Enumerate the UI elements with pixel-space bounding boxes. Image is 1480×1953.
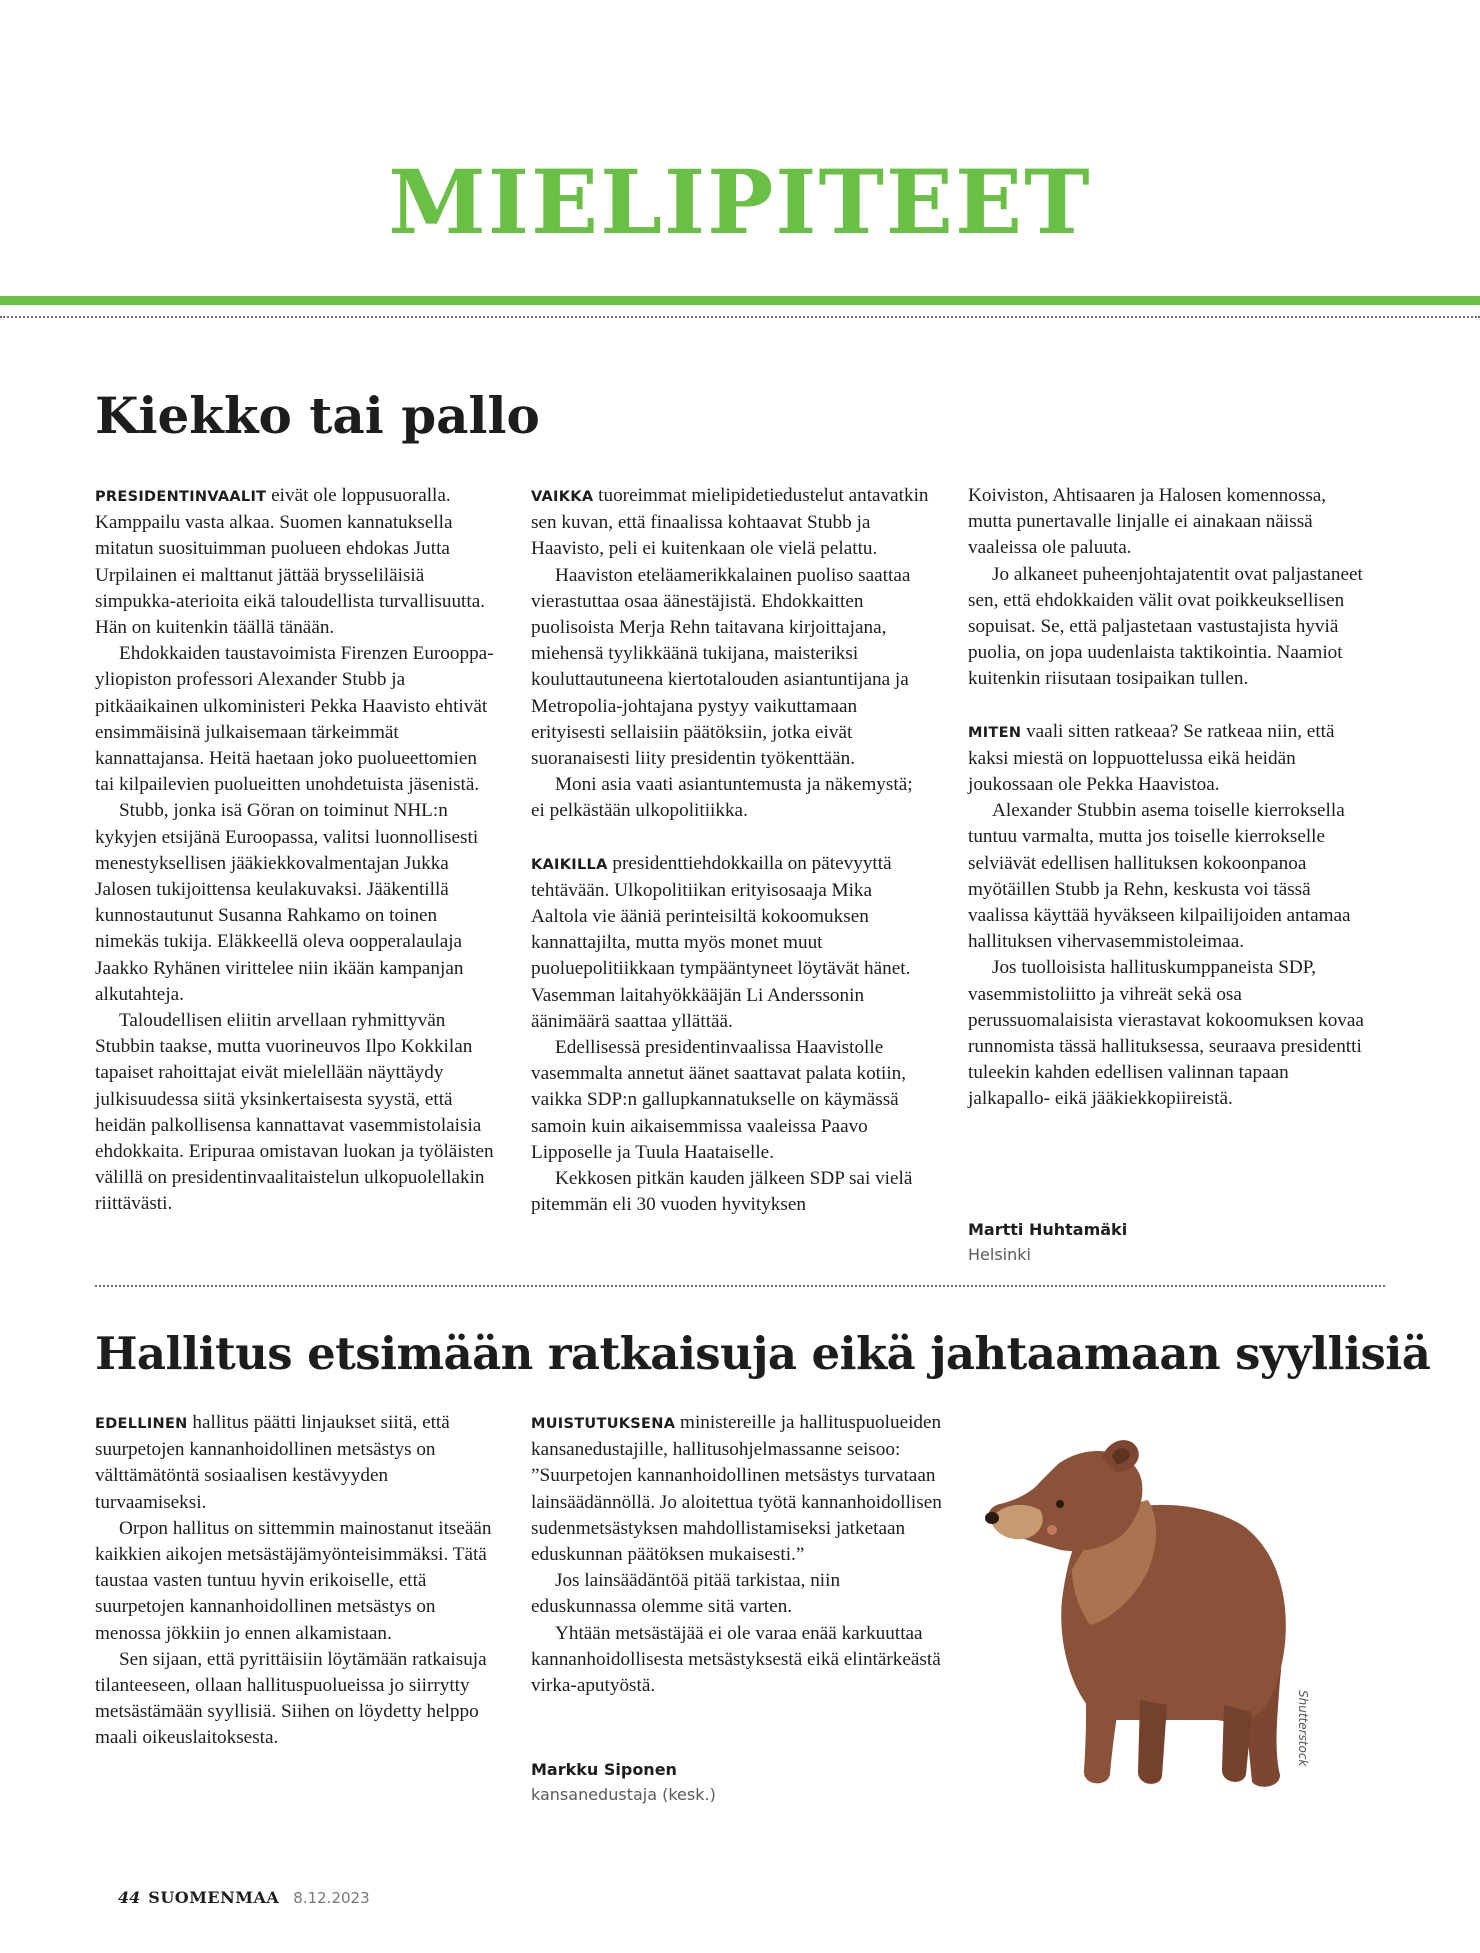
paragraph: Koiviston, Ahtisaaren ja Halosen komennossa, mutta punertavalle linjalle ei ainakaan näissä vaaleissa ole paluuta.: [968, 485, 1327, 559]
paragraph: Yhtään metsästäjää ei ole varaa enää karkuuttaa kannanhoidollisesta metsästyksestä eikä elintärkeästä virka-aputyöstä.: [531, 1622, 941, 1697]
paragraph: Orpon hallitus on sittemmin mainostanut itseään kaikkien aikojen metsästäjämyönteisimmäksi. Tätä taustaa vasten tuntuu hyvin erikoiselle, että suurpetojen kannanhoidollinen metsästys on menossa jökkiin jo ennen alkamistaan.: [95, 1517, 492, 1644]
paragraph: MUISTUTUKSENA ministereille ja hallituspuolueiden kansanedustajille, hallitusohjelmassanne seisoo: ”Suurpetojen kannanhoidollinen metsästys turvataan lainsäädännöllä. Jo aloitettua työtä kannanhoidollisen sudenmetsästyksen mahdollistamiseksi jatketaan eduskunnan päätöksen mukaisesti.”: [531, 1412, 942, 1566]
paragraph: EDELLINEN hallitus päätti linjaukset siitä, että suurpetojen kannanhoidollinen metsästys on välttämätöntä sosiaalisen kestävyyden turvaamiseksi.: [95, 1412, 450, 1513]
lead-in: MITEN: [968, 724, 1022, 741]
lead-in: KAIKILLA: [531, 856, 608, 873]
paragraph: KAIKILLA presidenttiehdokkailla on pätevyyttä tehtävään. Ulkopolitiikan erityisosaaja Mika Aaltola vie ääniä perinteisiltä kokoomuksen kannattajilta, mutta myös monet muut puoluepolitiikkaan tympääntyneet löytävät hänet. Vasemman laitahyökkääjän Li Anderssonin äänimäärä saattaa yllättää.: [531, 852, 911, 1032]
article2-column-2: [531, 1410, 946, 1699]
lead-in: MUISTUTUKSENA: [531, 1416, 676, 1432]
paragraph: Alexander Stubbin asema toiselle kierroksella tuntuu varmalta, mutta jos toiselle kierrokselle selviävät edellisen hallituksen kokoonpanoa myötäillen Stubb ja Rehn, keskusta voi tässä vaalissa käyttää hyväkseen kilpailijoiden antamaa hallituksen vihervasemmistoleimaa.: [968, 800, 1351, 953]
lead-in: EDELLINEN: [95, 1416, 188, 1432]
author-name: Markku Siponen: [531, 1760, 677, 1779]
paragraph: Ehdokkaiden taustavoimista Firenzen Eurooppa-yliopiston professori Alexander Stubb ja pitkäaikainen ulkoministeri Pekka Haavisto ehtivät ensimmäisinä julkaisemaan tärkeimmät kannattajansa. Heitä haetaan joko puolueettomien tai kilpailevien puolueitten unohdetuista jäsenistä.: [95, 643, 494, 796]
paragraph: MITEN vaali sitten ratkeaa? Se ratkeaa niin, että kaksi miestä on loppuottelussa eikä heidän joukossaan ole Pekka Haavistoa.: [968, 720, 1335, 796]
paragraph: Jos lainsäädäntöä pitää tarkistaa, niin eduskunnassa olemme sitä varten.: [531, 1570, 841, 1618]
article1-column-2: [531, 483, 931, 1218]
paragraph: Jo alkaneet puheenjohtajatentit ovat paljastaneet sen, että ehdokkaiden välit ovat poikkeuksellisen sopuisat. Se, että paljastetaan vastustajista hyviä puolia, on jopa uudenlaista taktikointia. Naamiot kuitenkin riisutaan tosipaikan tullen.: [968, 563, 1363, 690]
paragraph: Kekkosen pitkän kauden jälkeen SDP sai vielä pitemmän eli 30 vuoden hyvityksen: [531, 1168, 913, 1216]
paragraph: VAIKKA tuoreimmat mielipidetiedustelut antavatkin sen kuvan, että finaalissa kohtaavat Stubb ja Haavisto, peli ei kuitenkaan ole vielä pelattu.: [531, 485, 929, 560]
author-name: Martti Huhtamäki: [968, 1220, 1128, 1239]
paragraph: PRESIDENTINVAALIT eivät ole loppusuoralla. Kamppailu vasta alkaa. Suomen kannatuksella mitatun suosituimman puolueen ehdokas Jutta Urpilainen ei malttanut jättää brysseliläisiä simpukka-aterioita eikä taloudellista turvallisuutta. Hän on kuitenkin täällä tänään.: [95, 485, 486, 639]
issue-date: 8.12.2023: [293, 1889, 370, 1907]
paragraph: Edellisessä presidentinvaalissa Haavistolle vasemmalta annetut äänet saattavat palata kotiin, vaikka SDP:n gallupkannatukselle on käymässä samoin kuin aikaisemmissa vaaleissa Paavo Lipposelle ja Tuula Haataiselle.: [531, 1037, 907, 1163]
author-place: kansanedustaja (kesk.): [531, 1785, 716, 1804]
article1-column-1: [95, 483, 495, 1218]
page-footer: [118, 1888, 370, 1908]
image-credit: Shutterstock: [1296, 1690, 1310, 1767]
section-title: MIELIPITEET: [388, 150, 1092, 254]
paragraph: Moni asia vaati asiantuntemusta ja näkemystä; ei pelkästään ulkopolitiikka.: [531, 774, 913, 822]
author-place: Helsinki: [968, 1245, 1031, 1264]
article2-column-1: [95, 1410, 495, 1752]
article1-headline: Kiekko tai pallo: [95, 386, 540, 445]
section-rule: [0, 296, 1480, 305]
article2-headline: Hallitus etsimään ratkaisuja eikä jahtaamaan syyllisiä: [95, 1327, 1431, 1380]
article2-signature: [531, 1757, 716, 1807]
dotted-divider-middle: [95, 1285, 1385, 1287]
article1-column-3: [968, 483, 1368, 1113]
lead-in: PRESIDENTINVAALIT: [95, 489, 267, 505]
paragraph: Sen sijaan, että pyrittäisiin löytämään ratkaisuja tilanteeseen, ollaan hallituspuolueissa jo siirrytty metsästämään syyllisiä. Siihen on löydetty helppo maali oikeuslaitoksesta.: [95, 1648, 487, 1749]
publication-name: SUOMENMAA: [148, 1888, 280, 1907]
paragraph: Jos tuolloisista hallituskumppaneista SDP, vasemmistoliitto ja vihreät sekä osa perussuomalaisista vierastavat kokoomuksen kovaa runnomista tässä hallituksessa, seuraava presidentti tuleekin kahden edellisen valinnan tapaan jalkapallo- eikä jääkiekkopiireistä.: [968, 957, 1364, 1110]
page-number: 44: [118, 1888, 141, 1907]
paragraph: Stubb, jonka isä Göran on toiminut NHL:n kykyjen etsijänä Euroopassa, valitsi luonnollisesti menestyksellisen jääkiekkovalmentajan Jukka Jalosen tukijoittensa keulakuvaksi. Jääkentillä kunnostautunut Susanna Rahkamo on toinen nimekäs tukija. Eläkkeellä oleva oopperalaulaja Jaakko Ryhänen virittelee niin ikään kampanjan alkutahteja.: [95, 800, 479, 1005]
paragraph: Taloudellisen eliitin arvellaan ryhmittyvän Stubbin taakse, mutta vuorineuvos Ilpo Kokkilan tapaiset rahoittajat eivät mielellään näyttäydy julkisuudessa siitä yksinkertaisesta syystä, että heidän palkollisensa kannattavat vasemmistolaisia ehdokkaita. Eripuraa omistavan luokan ja työläisten välillä on presidentinvaalitaistelun ulkopuolellakin riittävästi.: [95, 1010, 494, 1215]
lead-in: VAIKKA: [531, 489, 594, 505]
paragraph: Haaviston eteläamerikkalainen puoliso saattaa vierastuttaa osaa äänestäjistä. Ehdokkaitten puolisoista Merja Rehn taitavana kirjoittajana, miehensä tyylikkäänä tukijana, maisteriksi kouluttautuneena kiertotalouden asiantuntijana ja Metropolia-johtajana pystyy vaikuttamaan erityisesti sellaisiin päätöksiin, jotka eivät suoranaisesti liity presidentin työkenttään.: [531, 564, 911, 770]
dotted-divider-top: [0, 316, 1480, 318]
bear-illustration: [962, 1420, 1322, 1795]
article1-signature: [968, 1217, 1127, 1267]
